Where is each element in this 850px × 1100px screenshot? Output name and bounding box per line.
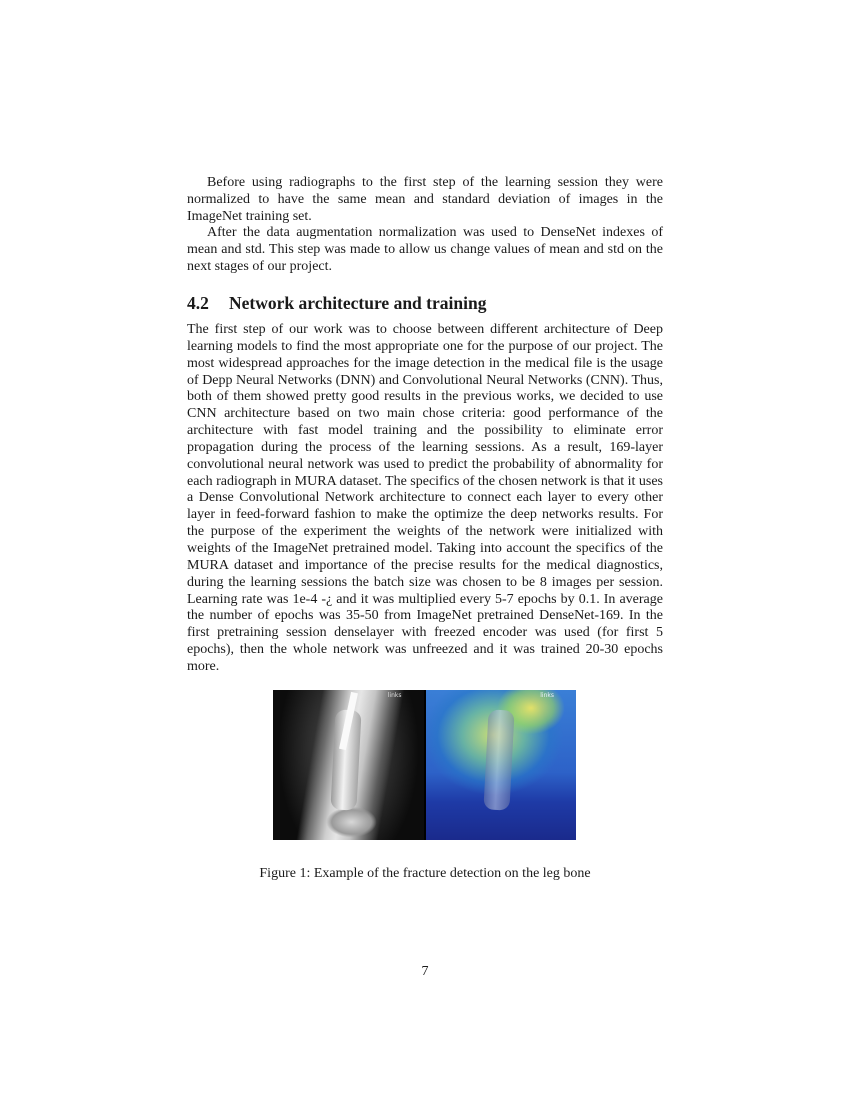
figure-1 xyxy=(273,690,576,840)
section-body: The first step of our work was to choose between different architecture of Deep learning models to find the most appropriate one for the purpose of our project. The most widespread approaches for the image detection in the medical file is the usage of Depp Neural Networks (DNN) and Convolutional Neural Networks (CNN). Thus, both of them showed pretty good results in the previous works, we decided to use CNN architecture based on two main chose criteria: good performance of the architecture with fast model training and the possibility to eliminate error propagation during the process of the learning sessions. As a result, 169-layer convolutional neural network was used to predict the probability of abnormality for each radiograph in MURA dataset. The specifics of the chosen network is that it uses a Dense Convolutional Network architecture to connect each layer to every other layer in feed-forward fashion to make the optimize the deep networks results. For the purpose of the experiment the weights of the network were initialized with weights of the ImageNet pretrained model. Taking into account the specifics of the MURA dataset and importance of the precise results for the medical diagnostics, during the learning sessions the batch size was chosen to be 8 images per session. Learning rate was 1e-4 -¿ and it was multiplied every 5-7 epochs by 0.1. In average the number of epochs was 35-50 from ImageNet pretrained DenseNet-169. In the first pretraining session denselayer with freezed encoder was used (for first 5 epochs), then the whole network was unfreezed and it was trained 20-30 epochs more. xyxy=(187,322,664,674)
section-title: Network architecture and training xyxy=(229,293,487,313)
page-number: 7 xyxy=(421,964,429,979)
section-heading xyxy=(187,292,663,314)
figure-caption: Figure 1: Example of the fracture detection on the leg bone xyxy=(259,866,591,881)
xray-side-marker: links xyxy=(387,692,402,699)
section-number: 4.2 xyxy=(187,293,209,313)
paragraph-augmentation: After the data augmentation normalization was used to DenseNet indexes of mean and std. This step was made to allow us change values of mean and std on the next stages of our project. xyxy=(187,225,663,274)
xray-image xyxy=(273,690,424,840)
intro-text xyxy=(187,175,663,276)
heatmap-image xyxy=(426,690,577,840)
femur-bone-overlay xyxy=(483,709,514,810)
paragraph-normalization: Before using radiographs to the first step of the learning session they were normalized to have the same mean and standard deviation of images in the ImageNet training set. xyxy=(187,175,663,224)
heatmap-side-marker: links xyxy=(540,692,554,699)
